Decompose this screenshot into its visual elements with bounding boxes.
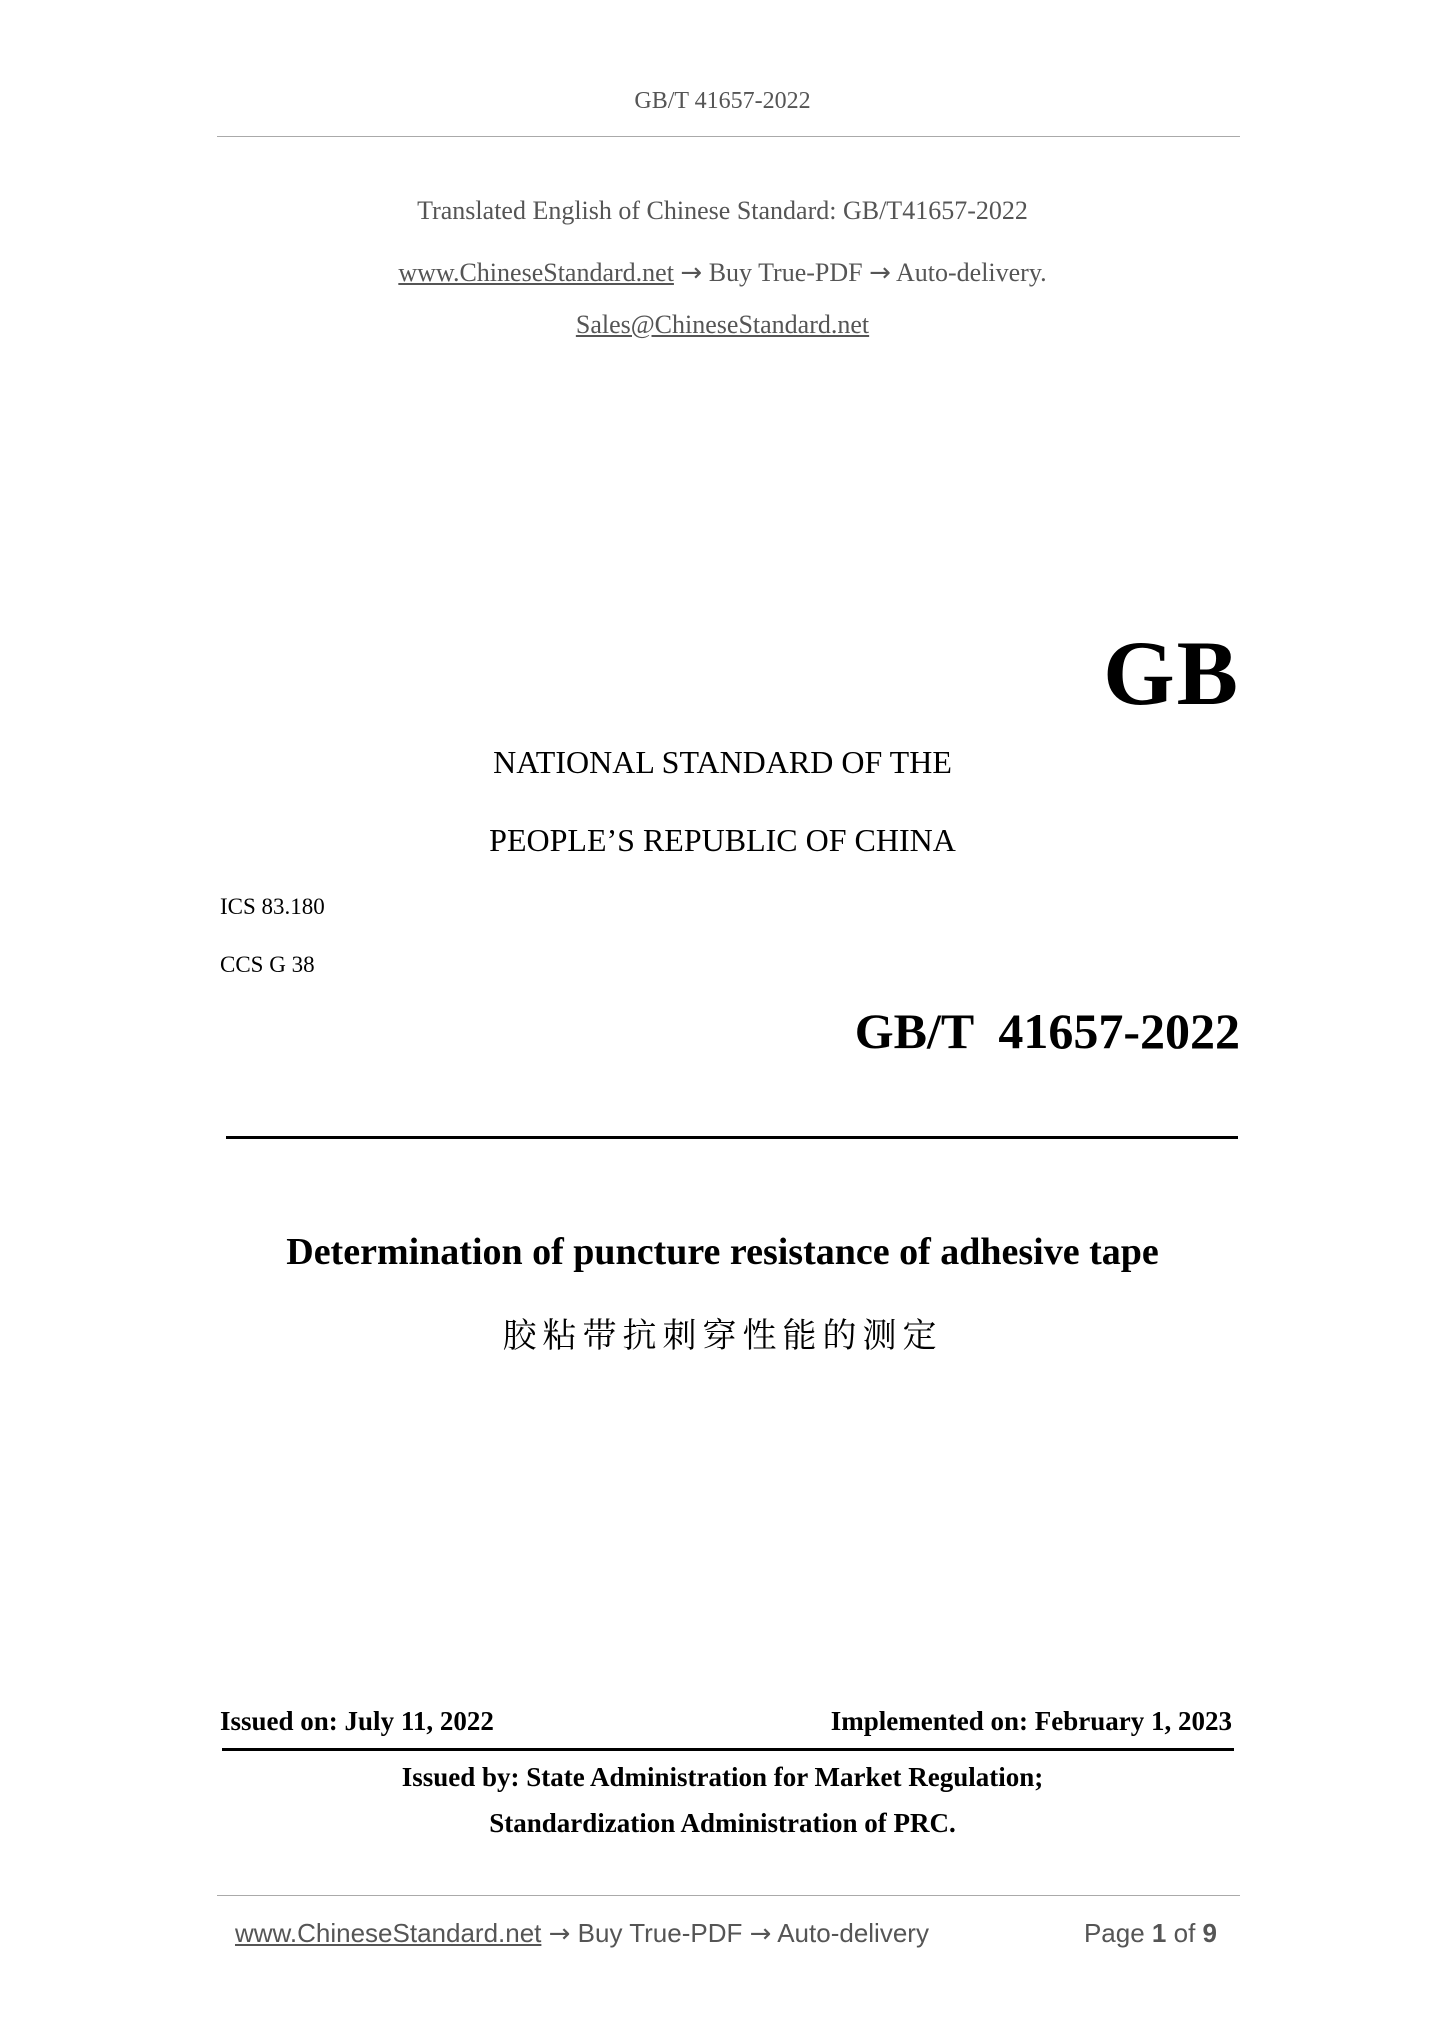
footer-delivery-text: Auto-delivery [777,1918,929,1948]
sales-email-link[interactable]: Sales@ChineseStandard.net [575,310,870,339]
footer-divider [217,1895,1240,1896]
issued-on-date: Issued on: July 11, 2022 [220,1706,494,1736]
delivery-text: Auto-delivery. [896,258,1047,287]
running-header: GB/T 41657-2022 [634,88,811,114]
arrow-right-icon: → [869,258,891,288]
arrow-right-icon: → [548,1919,571,1949]
page-total: 9 [1202,1918,1217,1948]
standard-number-divider [226,1136,1238,1139]
national-standard-line-1: NATIONAL STANDARD OF THE [493,744,952,780]
issued-by-line-2: Standardization Administration of PRC. [489,1808,956,1838]
header-divider [217,136,1240,137]
title-english: Determination of puncture resistance of adhesive tape [286,1231,1159,1273]
footer-buy-text: Buy True-PDF [577,1918,743,1948]
issue-date-divider [222,1748,1234,1751]
title-chinese: 胶粘带抗刺穿性能的测定 [502,1316,943,1356]
issued-by-line-1: Issued by: State Administration for Market Regulation; [401,1762,1044,1792]
arrow-right-icon: → [749,1919,772,1949]
gb-logo: GB [1103,622,1240,724]
page-current: 1 [1151,1918,1167,1948]
national-standard-line-2: PEOPLE’S REPUBLIC OF CHINA [489,822,956,858]
buy-text: Buy True-PDF [708,258,863,287]
ccs-code: CCS G 38 [220,952,315,977]
footer-site-link[interactable]: www.ChineseStandard.net [235,1918,542,1948]
page-word: Page [1083,1918,1145,1948]
footer-promo [235,1918,929,1949]
implemented-on-date: Implemented on: February 1, 2023 [830,1706,1232,1736]
sales-email-row [0,310,1445,340]
site-link[interactable]: www.ChineseStandard.net [398,258,674,287]
standard-number: GB/T 41657-2022 [854,1003,1240,1059]
of-word: of [1173,1918,1196,1948]
arrow-right-icon: → [680,258,703,288]
ics-code: ICS 83.180 [220,894,325,919]
promo-line [0,258,1445,288]
translated-notice: Translated English of Chinese Standard: GB/T41657-2022 [417,196,1028,225]
page-indicator [1084,1918,1217,1949]
